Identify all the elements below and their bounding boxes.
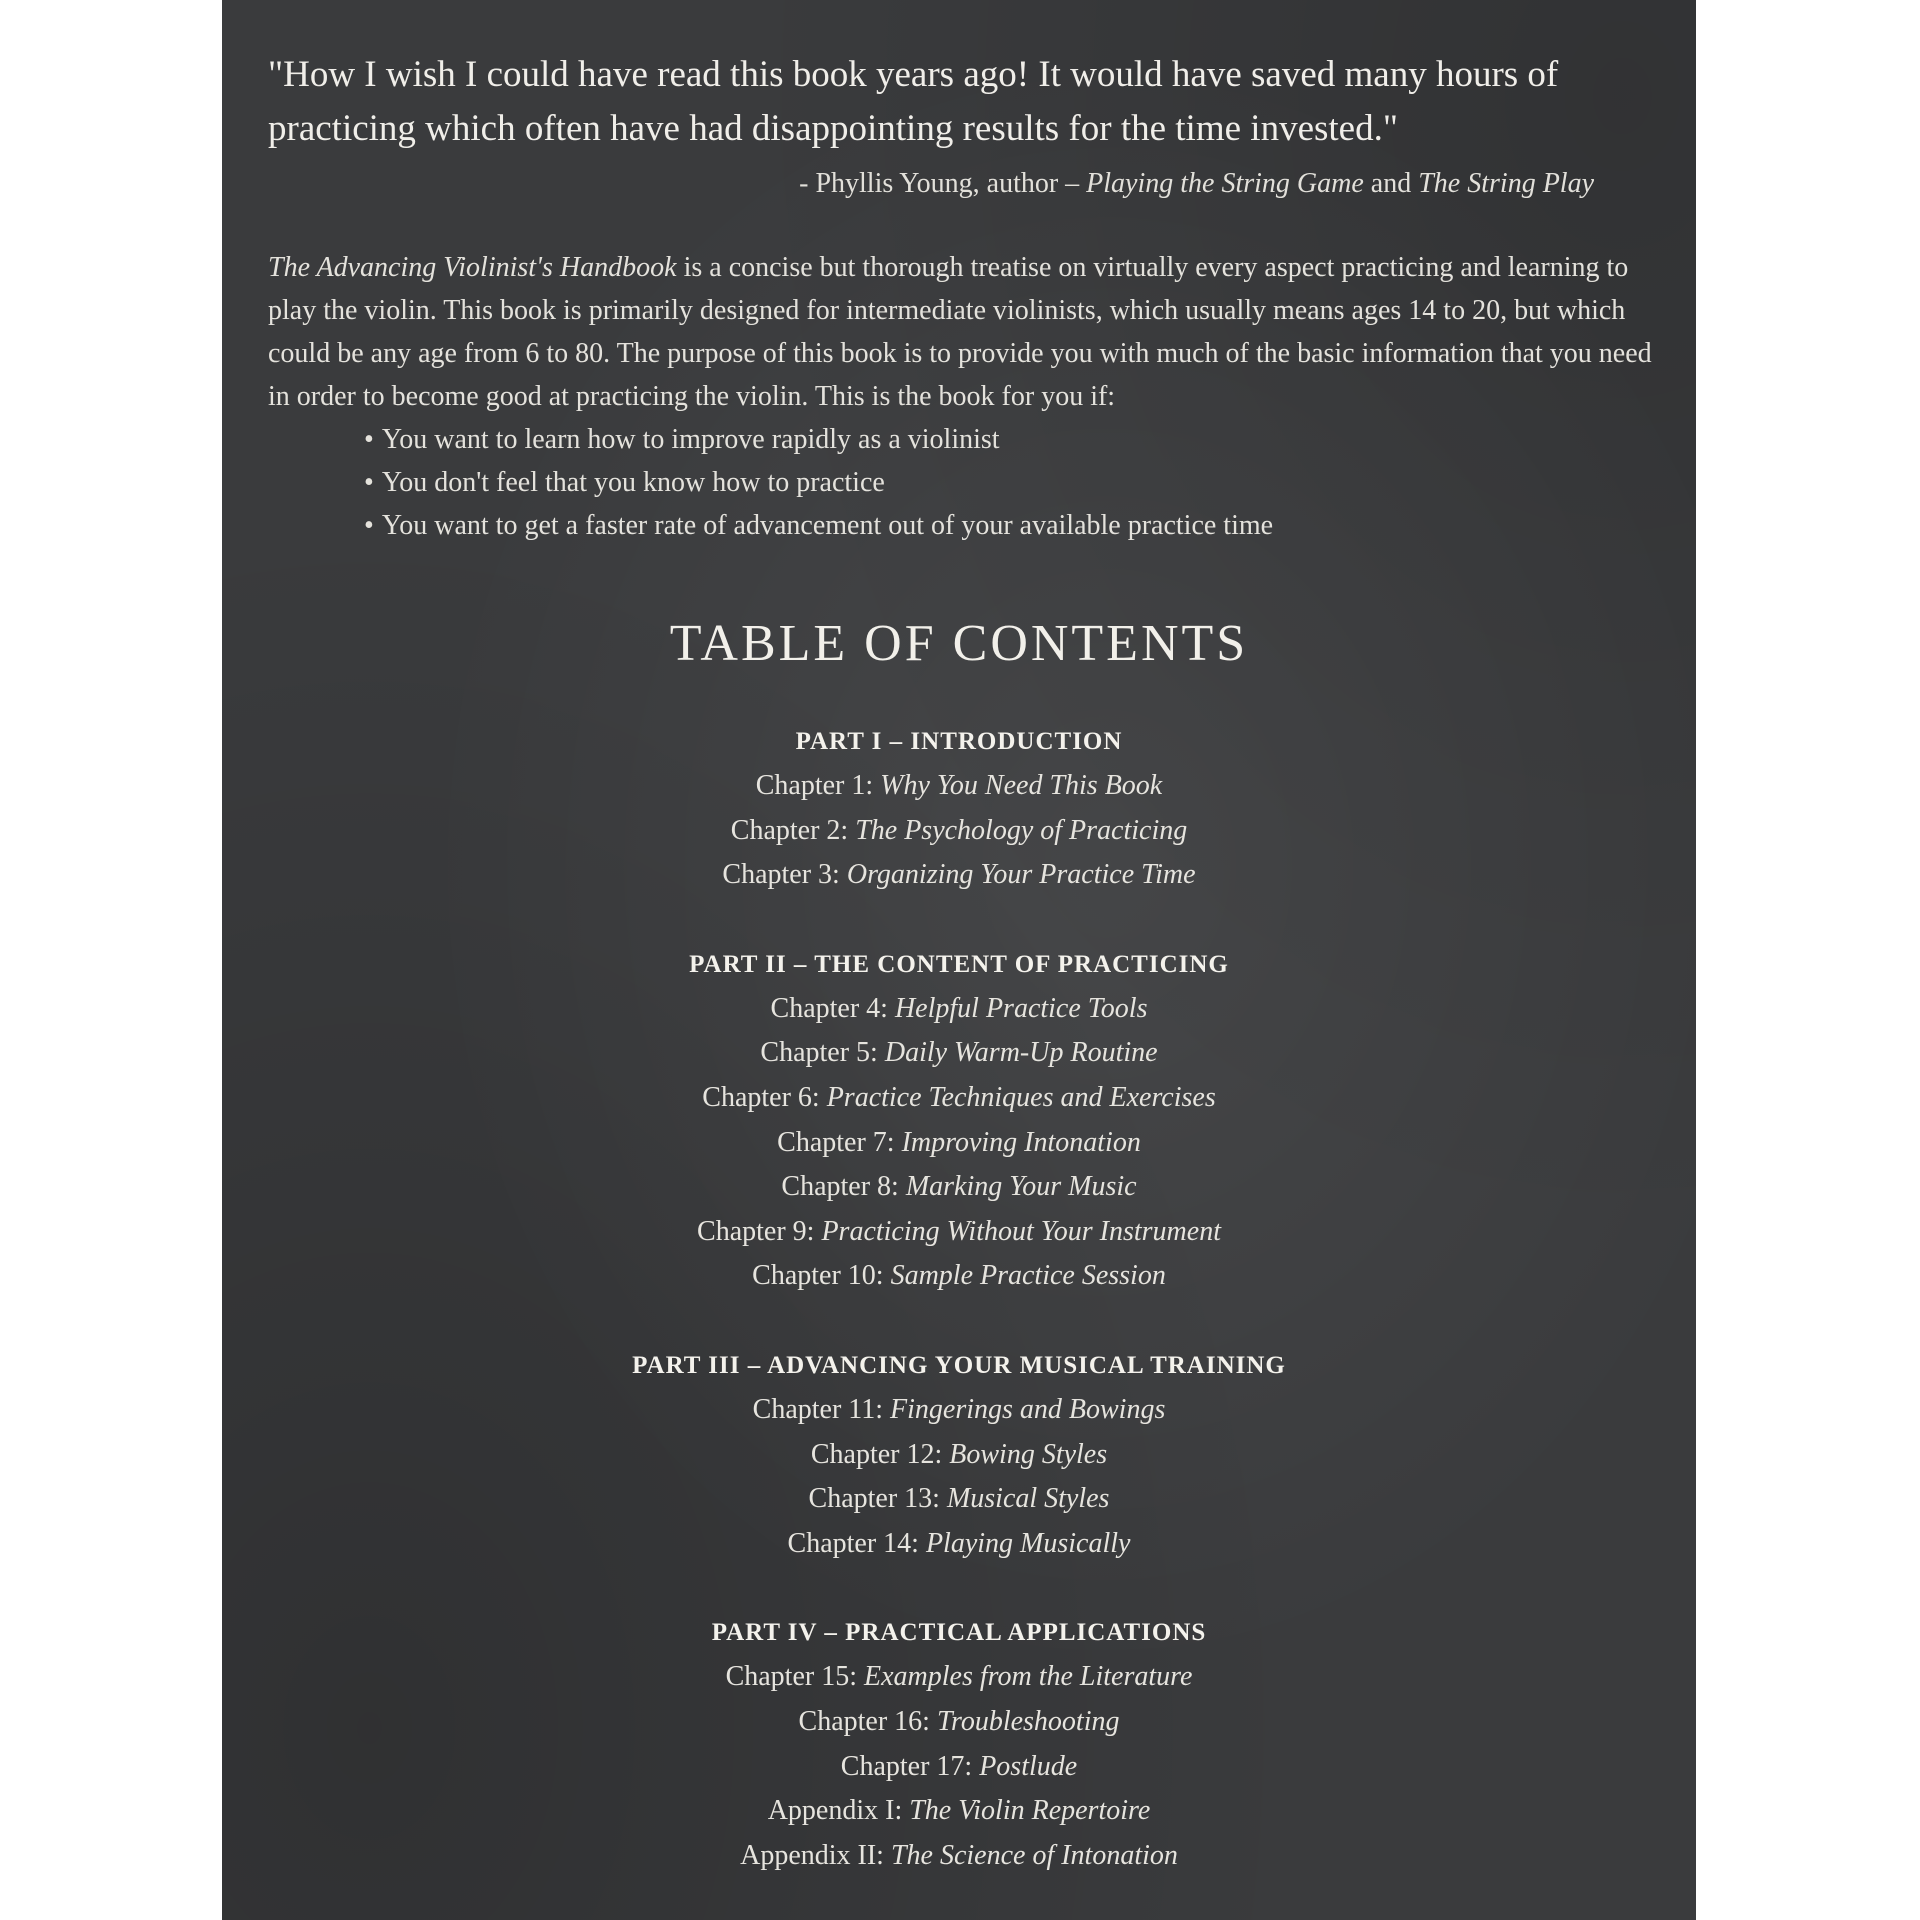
toc-entry-label: Chapter 2: xyxy=(730,814,856,846)
toc-entry-label: Chapter 5: xyxy=(760,1037,885,1069)
quote-attribution xyxy=(222,164,1594,204)
toc-entry-title: Examples from the Literature xyxy=(863,1661,1193,1693)
toc-entry-label: Chapter 9: xyxy=(697,1215,822,1247)
toc-entry-title: Musical Styles xyxy=(946,1483,1110,1515)
toc-entry-label: Chapter 12: xyxy=(810,1438,950,1470)
toc-entry-title: Organizing Your Practice Time xyxy=(846,859,1196,891)
description-body: is a concise but thorough treatise on virtually every aspect practicing and learning to play the violin. This book is primarily designed for intermediate violinists, which usually means ages 14 to 20, but which could be any age from 6 to 80. The purpose of this book is to provide you with much of the basic information that you need in order to become good at practicing the violin. This is the book for you if: xyxy=(268,252,1652,412)
toc-entry xyxy=(222,853,1696,898)
toc-entry-title: The Violin Repertoire xyxy=(909,1795,1151,1827)
toc-part-title: PART II – THE CONTENT OF PRACTICING xyxy=(689,950,1229,978)
toc-entry-label: Chapter 13: xyxy=(808,1483,947,1515)
toc-entry-title: Fingerings and Bowings xyxy=(890,1393,1166,1425)
toc-entry xyxy=(222,764,1696,809)
toc-entry xyxy=(222,1165,1696,1210)
toc-entry xyxy=(222,1433,1696,1478)
toc-entry-label: Appendix I: xyxy=(767,1795,910,1827)
toc-entry-label: Chapter 14: xyxy=(787,1527,926,1559)
toc-entry xyxy=(222,1700,1696,1745)
testimonial-quote: "How I wish I could have read this book years ago! It would have saved many hours of practicing which often have had disappointing results for the time invested." xyxy=(268,54,1559,149)
toc-entry-label: Chapter 6: xyxy=(702,1081,827,1113)
back-cover-page xyxy=(222,0,1696,1920)
benefit-item: • You don't feel that you know how to practice xyxy=(364,461,1273,504)
toc-entry xyxy=(222,1210,1696,1255)
attribution-work-2: The String Play xyxy=(1418,168,1594,199)
attribution-prefix: - Phyllis Young, author – xyxy=(799,168,1087,199)
toc-entry-title: Sample Practice Session xyxy=(890,1260,1166,1292)
toc-entry xyxy=(222,809,1696,854)
toc-part-title: PART III – ADVANCING YOUR MUSICAL TRAINING xyxy=(632,1351,1286,1379)
table-of-contents xyxy=(222,720,1696,1878)
toc-entry xyxy=(222,1121,1696,1166)
toc-entry xyxy=(222,1477,1696,1522)
toc-entry-title: Why You Need This Book xyxy=(880,770,1163,801)
toc-entry-title: Helpful Practice Tools xyxy=(894,992,1148,1024)
toc-entry xyxy=(222,1522,1696,1567)
toc-entry-title: The Psychology of Practicing xyxy=(855,814,1188,846)
benefit-list xyxy=(364,418,1273,547)
toc-entry-label: Chapter 10: xyxy=(752,1260,891,1292)
toc-entry xyxy=(222,1655,1696,1700)
toc-entry-title: Troubleshooting xyxy=(936,1705,1120,1737)
toc-entry-label: Chapter 15: xyxy=(725,1661,864,1693)
toc-entry-label: Chapter 16: xyxy=(798,1705,937,1737)
toc-entry-title: Practice Techniques and Exercises xyxy=(826,1081,1216,1113)
toc-entry-label: Chapter 11: xyxy=(752,1393,891,1425)
attribution-work-1: Playing the String Game xyxy=(1086,168,1364,199)
book-title: The Advancing Violinist's Handbook xyxy=(268,252,677,283)
toc-part-title: PART I – INTRODUCTION xyxy=(795,728,1123,755)
toc-entry xyxy=(222,1834,1696,1879)
toc-entry-label: Chapter 3: xyxy=(722,859,847,891)
toc-entry-title: Marking Your Music xyxy=(905,1171,1137,1203)
toc-entry-label: Chapter 4: xyxy=(770,992,895,1024)
toc-entry xyxy=(222,1254,1696,1299)
toc-entry xyxy=(222,1388,1696,1433)
toc-entry-label: Chapter 8: xyxy=(781,1171,906,1203)
toc-entry xyxy=(222,1789,1696,1834)
benefit-item: • You want to get a faster rate of advancement out of your available practice time xyxy=(364,504,1273,547)
toc-entry-title: Playing Musically xyxy=(925,1527,1131,1559)
attribution-conjunction: and xyxy=(1363,168,1419,199)
toc-entry-title: The Science of Intonation xyxy=(890,1839,1178,1871)
toc-entry xyxy=(222,1076,1696,1121)
toc-entry xyxy=(222,987,1696,1032)
book-description xyxy=(268,246,1668,418)
toc-entry-title: Postlude xyxy=(979,1750,1078,1782)
toc-entry-label: Chapter 1: xyxy=(755,770,881,801)
toc-part-title: PART IV – PRACTICAL APPLICATIONS xyxy=(711,1619,1207,1647)
toc-heading: TABLE OF CONTENTS xyxy=(669,615,1249,672)
benefit-item: • You want to learn how to improve rapidly as a violinist xyxy=(364,418,1273,461)
toc-entry xyxy=(222,1031,1696,1076)
toc-entry-title: Daily Warm-Up Routine xyxy=(884,1037,1158,1069)
toc-entry-title: Practicing Without Your Instrument xyxy=(821,1215,1221,1247)
toc-entry-label: Chapter 17: xyxy=(840,1750,980,1782)
toc-entry xyxy=(222,1745,1696,1790)
toc-entry-title: Improving Intonation xyxy=(901,1126,1141,1158)
toc-entry-title: Bowing Styles xyxy=(949,1438,1108,1470)
toc-entry-label: Appendix II: xyxy=(740,1839,891,1871)
toc-entry-label: Chapter 7: xyxy=(777,1126,902,1158)
